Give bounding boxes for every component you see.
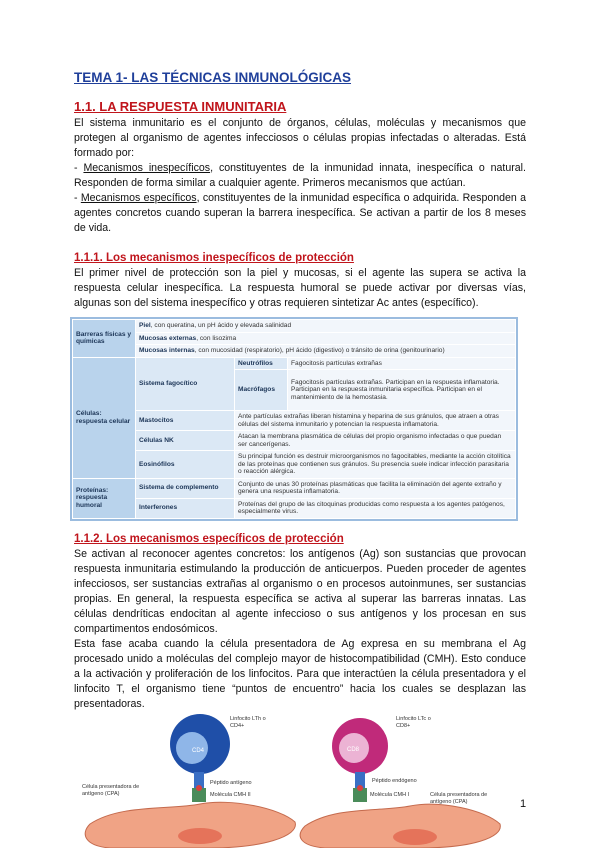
right-cell-label: CD8: [347, 747, 360, 753]
right-peptide-label: Péptido endógeno: [372, 778, 417, 784]
paragraph-especificos-1: Se activan al reconocer agentes concretos: los antígenos (Ag) son sustancias que provocan respuesta inmunitaria estimulando la producción de anticuerpos. Pueden proceder de agentes infecciosos, ser sustancias extrañas al organismo o en procesos autoinmunes, ser sustancias propias. En general, la respuesta específica se activa al superar las barreras innatas. Las células dendríticas endocitan al agente infeccioso o sus antígenos y los procesan en sus compartimentos endosómicos.: [74, 547, 526, 635]
left-peptide-label: Péptido antígeno: [210, 780, 252, 786]
table-cell: Su principal función es destruir microorganismos no fagocitables, mediante la acción citolítica de las proteínas que contienen sus gránulos. Su presencia suele indicar infección parasitaria o reacción alérgica.: [235, 451, 516, 479]
document-page: [74, 70, 526, 712]
table-row: [73, 411, 516, 431]
table-cell: [136, 332, 516, 345]
right-apc-nucleus: [393, 829, 437, 845]
list-item-especificos: - Mecanismos específicos, constituyentes de la inmunidad específica o adquirida. Responden a agentes concretos cuando superan la barrera inespecífica. Se activan a partir de los 8 meses de vida.: [74, 192, 526, 234]
table-row: [73, 345, 516, 358]
table-row: [73, 320, 516, 333]
table-row: [73, 478, 516, 498]
table-row: [73, 431, 516, 451]
cell-term: Mucosas externas: [139, 334, 197, 342]
table-cell: Fagocitosis partículas extrañas: [288, 357, 516, 370]
table-subcategory: Eosinófilos: [136, 451, 235, 479]
mechanisms-table: [70, 317, 518, 521]
right-mhc-label: Molécula CMH I: [370, 792, 410, 798]
left-apc-nucleus: [178, 828, 222, 844]
table-cell: Atacan la membrana plasmática de células del propio organismo infectadas o que puedan ser cancerígenas.: [235, 431, 516, 451]
cell-text: , con lisozima: [196, 334, 237, 342]
term-inespecificos: Mecanismos inespecíficos: [83, 162, 211, 174]
table-cell: Proteínas del grupo de las citoquinas producidas como respuesta a los agentes patógenos, especialmente virus.: [235, 498, 516, 518]
document-title: TEMA 1- LAS TÉCNICAS INMUNOLÓGICAS: [74, 70, 352, 85]
table-category-celulas: Células: respuesta celular: [73, 357, 136, 478]
table-row: [73, 332, 516, 345]
desc-inespecificos: , constituyentes de la inmunidad innata, inespecífica o natural. Responden de forma similar a cualquier agente. Primeros mecanismos que actúan.: [74, 162, 526, 189]
intro-paragraph: El sistema inmunitario es el conjunto de órganos, células, moléculas y mecanismos que protegen al organismo de agentes infecciosos o células propias infectadas o alteradas. Está formado por:: [74, 117, 526, 159]
table-row: [73, 451, 516, 479]
table-cell: [136, 320, 516, 333]
desc-especificos: , constituyentes de la inmunidad específica o adquirida. Responden a agentes concretos cuando superan la barrera inespecífica. Se activan a partir de los 8 meses de vida.: [74, 192, 526, 234]
page-number: 1: [520, 798, 527, 810]
table-category-proteinas: Proteínas: respuesta humoral: [73, 478, 136, 518]
figure-illustration: [80, 712, 510, 848]
cell-term: Piel: [139, 322, 151, 329]
table-subcategory: Células NK: [136, 431, 235, 451]
list-item-inespecificos: - Mecanismos inespecíficos, constituyentes de la inmunidad innata, inespecífica o natural. Responden de forma similar a cualquier agente. Primeros mecanismos que actúan.: [74, 162, 526, 189]
term-especificos: Mecanismos específicos: [80, 192, 197, 204]
table-subcategory: Interferones: [136, 498, 235, 518]
table-subcategory: Neutrófilos: [235, 357, 288, 370]
table-subcategory: Sistema fagocítico: [136, 357, 235, 411]
paragraph-especificos-2: Esta fase acaba cuando la célula presentadora de Ag expresa en su membrana el Ag procesado unido a moléculas del complejo mayor de histocompatibilidad (CMH). Esto conduce a la activación y proliferación de los linfocitos. Para que interactúen la célula presentadora y el linfocito T, el organismo tiene “puntos de encuentro” hacia los cuales se desplazan las presentadoras.: [74, 637, 526, 710]
cell-text: , con queratina, un pH ácido y elevada salinidad: [150, 322, 292, 329]
section-heading-1-1-2: 1.1.2. Los mecanismos específicos de protección: [74, 532, 344, 545]
table-subcategory: Macrófagos: [235, 370, 288, 411]
table-cell: [136, 345, 516, 358]
right-apc-label: Célula presentadora de antígeno (CPA): [430, 792, 488, 805]
left-peptide: [196, 785, 202, 791]
paragraph-inespecificos: El primer nivel de protección son la piel y mucosas, si el agente las supera se activa la respuesta celular inespecífica. La respuesta humoral se puede activar por diversas vías, algunas son del sistema inespecífico y otras requieren sintetizar Ac antes (específico).: [74, 267, 526, 309]
table-row: [73, 498, 516, 518]
section-heading-1-1: 1.1. LA RESPUESTA INMUNITARIA: [74, 99, 287, 114]
left-mhc-label: Molécula CMH II: [210, 792, 251, 798]
table-cell: Ante partículas extrañas liberan histamina y heparina de sus gránulos, que atraen a otras células del sistema inmunitario y potencian la respuesta inflamatoria.: [235, 411, 516, 431]
left-cell-label: CD4: [192, 748, 205, 754]
left-lymphocyte-label: Linfocito LTh o CD4+: [230, 716, 266, 729]
right-lymphocyte-label: Linfocito LTc o CD8+: [396, 716, 431, 729]
section-heading-1-1-1: 1.1.1. Los mecanismos inespecíficos de protección: [74, 252, 354, 264]
antigen-presentation-figure: [80, 712, 510, 848]
right-peptide: [357, 785, 363, 791]
table-category-barreras: Barreras físicas y químicas: [73, 320, 136, 358]
table-subcategory: Mastocitos: [136, 411, 235, 431]
table-cell: Conjunto de unas 30 proteínas plasmáticas que facilita la eliminación del agente extraño y genera una respuesta inflamatoria.: [235, 478, 516, 498]
cell-text: , con mucosidad (respiratorio), pH ácido (digestivo) o tránsito de orina (genitourinario): [194, 347, 445, 354]
table-cell: Fagocitosis partículas extrañas. Participan en la respuesta inflamatoria. Participan en la respuesta inmunitaria específica. Participan en el mantenimiento de la hemostasia.: [288, 370, 516, 411]
cell-term: Mucosas internas: [139, 347, 195, 354]
table-row: [73, 357, 516, 370]
left-apc-label: Célula presentadora de antígeno (CPA): [82, 784, 140, 797]
table-subcategory: Sistema de complemento: [136, 478, 235, 498]
